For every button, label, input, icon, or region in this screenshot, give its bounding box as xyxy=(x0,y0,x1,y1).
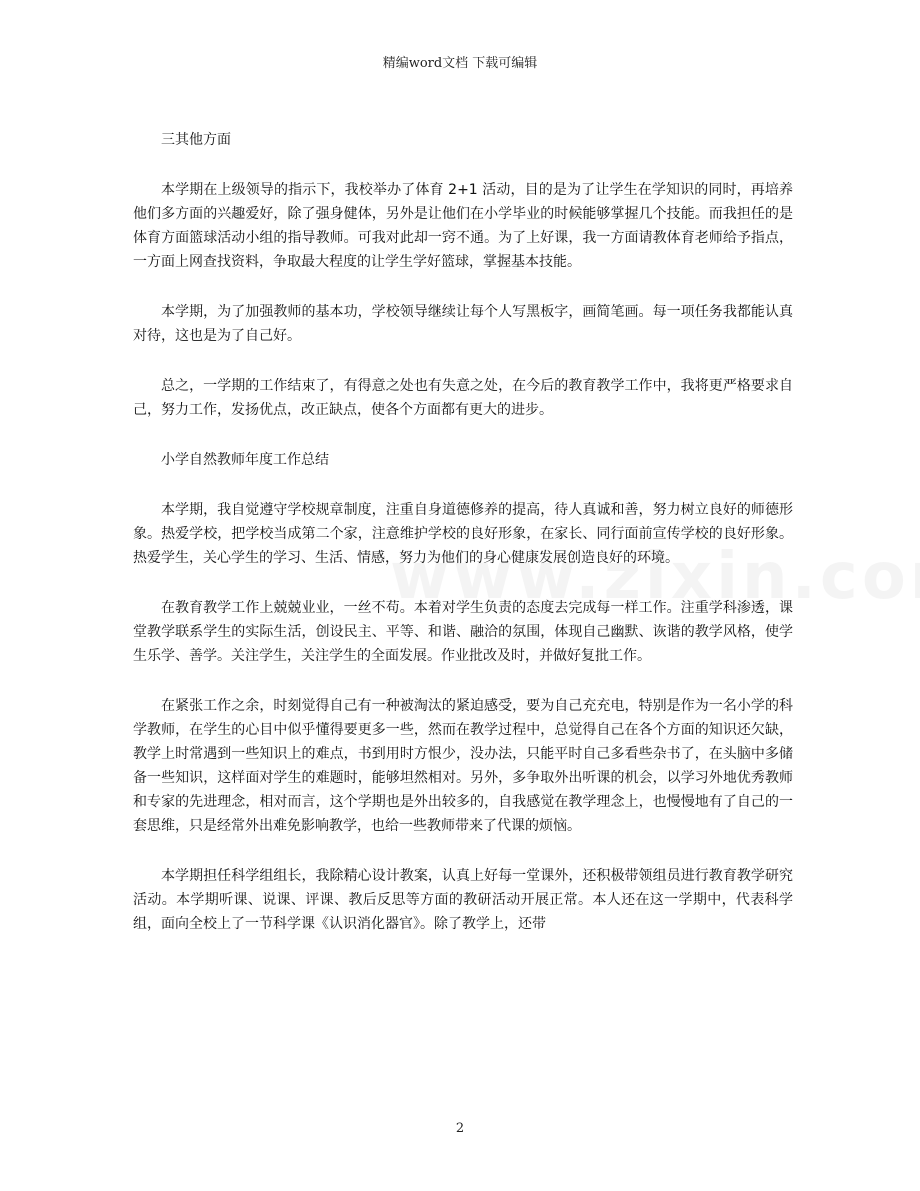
paragraph: 本学期，为了加强教师的基本功，学校领导继续让每个人写黑板字，画简笔画。每一项任务我都能认真对待，这也是为了自己好。 xyxy=(133,304,793,344)
document-body xyxy=(133,128,793,962)
page-header: 精编word文档 下载可编辑 xyxy=(382,56,538,71)
paragraph: 在紧张工作之余，时刻觉得自己有一种被淘汰的紧迫感受，要为自己充充电，特别是作为一名小学的科学教师，在学生的心目中似乎懂得要更多一些，然而在教学过程中，总觉得自己在各个方面的知识还欠缺，教学上时常遇到一些知识上的难点，书到用时方恨少，没办法，只能平时自己多看些杂书了，在头脑中多储备一些知识，这样面对学生的难题时，能够坦然相对。另外，多争取外出听课的机会，以学习外地优秀教师和专家的先进理念，相对而言，这个学期也是外出较多的，自我感觉在教学理念上，也慢慢地有了自己的一套思维，只是经常外出难免影响教学，也给一些教师带来了代课的烦恼。 xyxy=(133,698,793,834)
paragraph: 本学期在上级领导的指示下，我校举办了体育 2+1 活动，目的是为了让学生在学知识的同时，再培养他们多方面的兴趣爱好，除了强身健体，另外是让他们在小学毕业的时候能够掌握几个技能。而我担任的是体育方面篮球活动小组的指导教师。可我对此却一窍不通。为了上好课，我一方面请教体育老师给予指点，一方面上网查找资料，争取最大程度的让学生学好篮球，掌握基本技能。 xyxy=(133,182,793,270)
page-number: 2 xyxy=(455,1121,465,1136)
paragraph: 在教育教学工作上兢兢业业，一丝不苟。本着对学生负责的态度去完成每一样工作。注重学科渗透，课堂教学联系学生的实际生活，创设民主、平等、和谐、融洽的氛围，体现自己幽默、诙谐的教学风格，使学生乐学、善学。关注学生，关注学生的全面发展。作业批改及时，并做好复批工作。 xyxy=(133,600,793,664)
paragraph: 总之，一学期的工作结束了，有得意之处也有失意之处，在今后的教育教学工作中，我将更严格要求自己，努力工作，发扬优点，改正缺点，使各个方面都有更大的进步。 xyxy=(133,378,793,418)
section-heading: 三其他方面 xyxy=(161,132,231,148)
paragraph: 本学期，我自觉遵守学校规章制度，注重自身道德修养的提高，待人真诚和善，努力树立良好的师德形象。热爱学校，把学校当成第二个家，注意维护学校的良好形象，在家长、同行面前宣传学校的良好形象。热爱学生，关心学生的学习、生活、情感，努力为他们的身心健康发展创造良好的环境。 xyxy=(133,502,793,566)
document-title: 小学自然教师年度工作总结 xyxy=(161,452,329,468)
paragraph: 本学期担任科学组组长，我除精心设计教案，认真上好每一堂课外，还积极带领组员进行教育教学研究活动。本学期听课、说课、评课、教后反思等方面的教研活动开展正常。本人还在这一学期中，代表科学组，面向全校上了一节科学课《认识消化器官》。除了教学上，还带 xyxy=(133,868,793,932)
